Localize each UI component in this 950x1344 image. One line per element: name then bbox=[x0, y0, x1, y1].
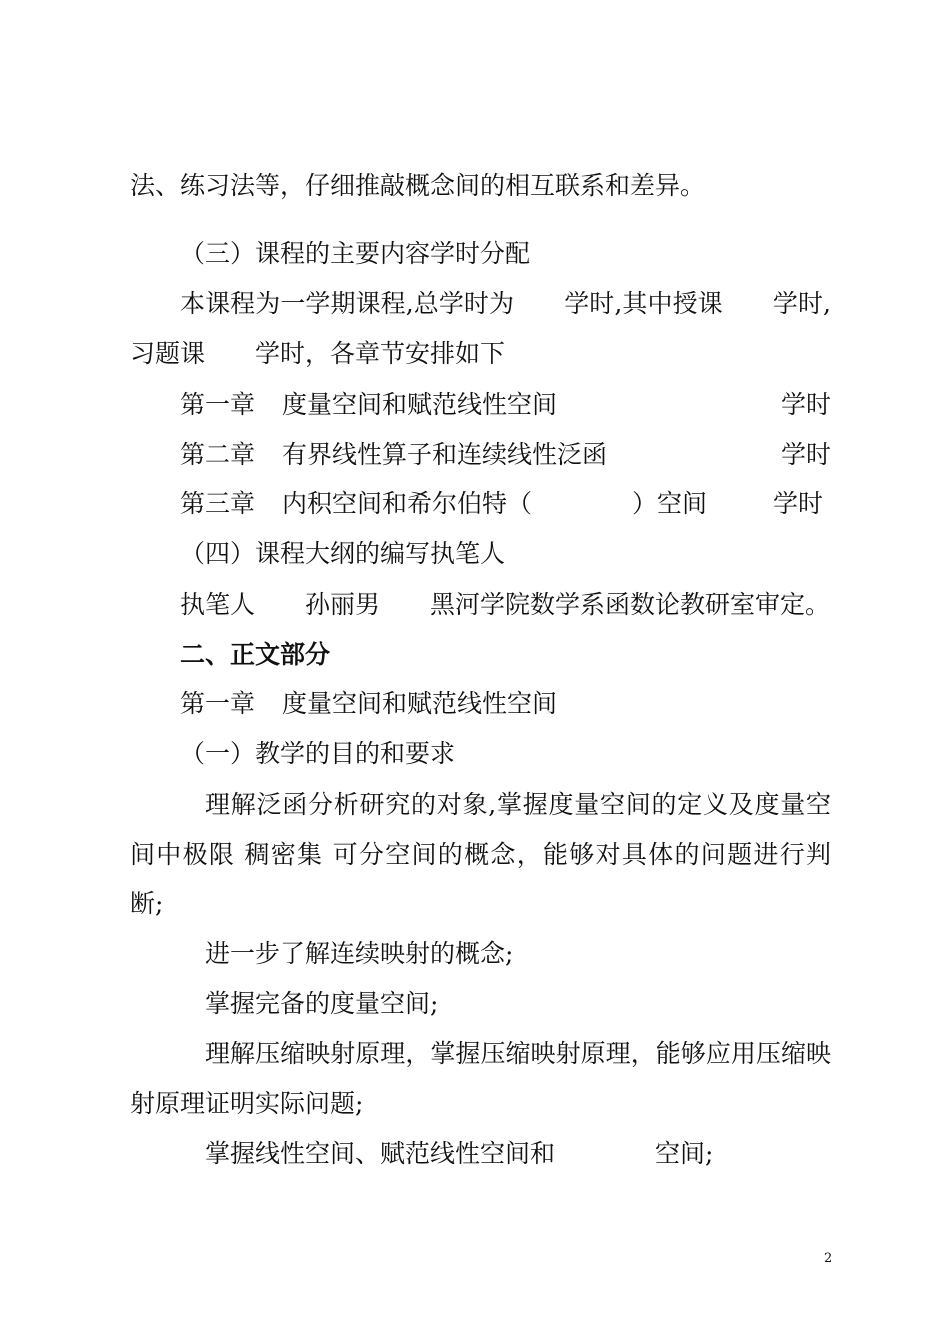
chapter-row bbox=[0, 488, 950, 520]
chapter-title: 有界线性算子和连续线性泛函 bbox=[282, 440, 608, 469]
paragraph-line: 掌握线性空间、赋范线性空间和 空间; bbox=[205, 1139, 714, 1168]
chapter-hours: 学时 bbox=[781, 440, 832, 469]
paragraph-line: 进一步了解连续映射的概念; bbox=[205, 939, 514, 968]
paragraph-line: 本课程为一学期课程,总学时为 学时,其中授课 学时, bbox=[180, 289, 831, 318]
part-heading: 二、正文部分 bbox=[180, 640, 331, 669]
chapter-heading-label: 第一章 bbox=[180, 689, 256, 718]
chapter-heading-title: 度量空间和赋范线性空间 bbox=[282, 689, 558, 718]
chapter-heading bbox=[0, 688, 950, 720]
chapter-label: 第三章 bbox=[180, 489, 256, 518]
chapter-row bbox=[0, 389, 950, 421]
paragraph-line: 射原理证明实际问题; bbox=[130, 1089, 364, 1118]
chapter-title: 内积空间和希尔伯特（ ）空间 bbox=[282, 489, 708, 518]
section-heading: （三）课程的主要内容学时分配 bbox=[180, 239, 531, 268]
chapter-hours: 学时 bbox=[773, 489, 824, 518]
paragraph-line: 法、练习法等，仔细推敲概念间的相互联系和差异。 bbox=[130, 171, 706, 200]
paragraph-line: 理解压缩映射原理，掌握压缩映射原理，能够应用压缩映 bbox=[205, 1039, 831, 1068]
paragraph-line: 掌握完备的度量空间; bbox=[205, 989, 439, 1018]
chapter-row bbox=[0, 439, 950, 471]
subsection-heading: （一）教学的目的和要求 bbox=[180, 739, 456, 768]
chapter-label: 第一章 bbox=[180, 390, 256, 419]
author-line: 执笔人 孙丽男 黑河学院数学系函数论教研室审定。 bbox=[180, 590, 831, 619]
chapter-label: 第二章 bbox=[180, 440, 256, 469]
paragraph-line: 习题课 学时，各章节安排如下 bbox=[130, 339, 506, 368]
page-number: 2 bbox=[824, 1251, 833, 1266]
chapter-hours: 学时 bbox=[781, 390, 832, 419]
paragraph-line: 断; bbox=[130, 889, 164, 918]
paragraph-line: 间中极限 稠密集 可分空间的概念，能够对具体的问题进行判 bbox=[130, 840, 831, 869]
chapter-title: 度量空间和赋范线性空间 bbox=[282, 390, 558, 419]
paragraph-line: 理解泛函分析研究的对象,掌握度量空间的定义及度量空 bbox=[205, 790, 831, 819]
section-heading: （四）课程大纲的编写执笔人 bbox=[180, 539, 506, 568]
